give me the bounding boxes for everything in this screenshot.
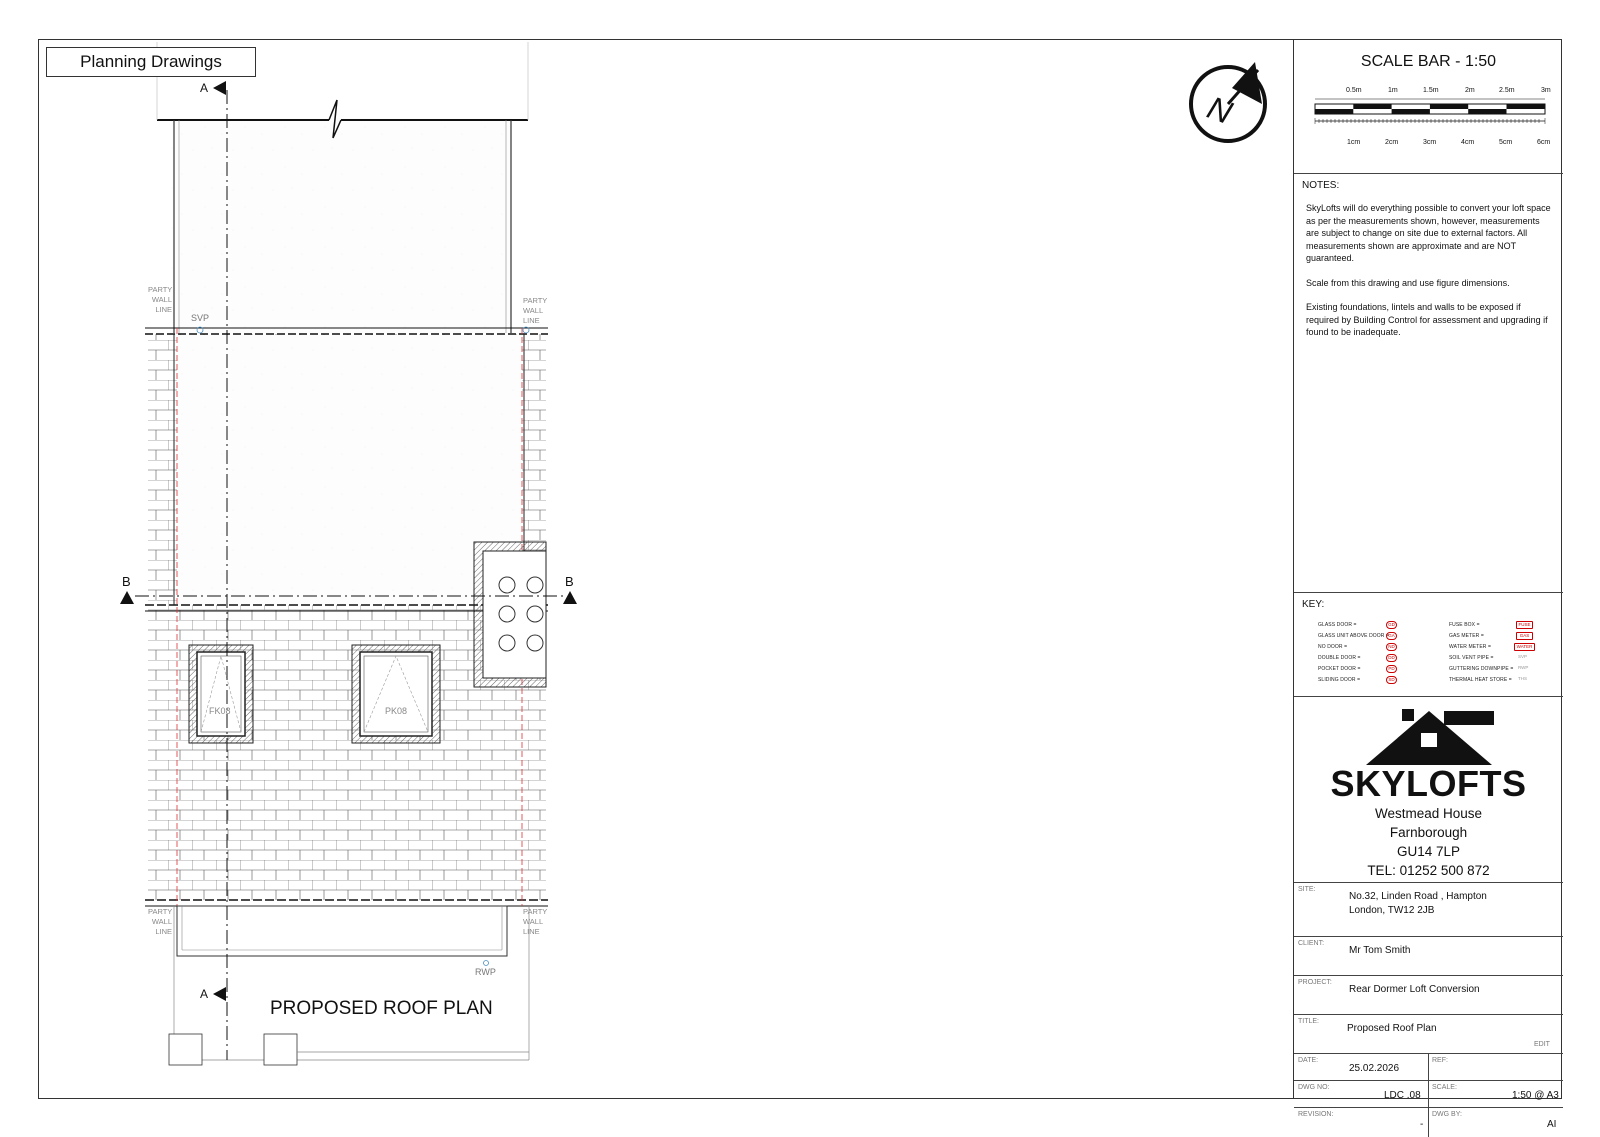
date-value: 25.02.2026 [1349, 1063, 1400, 1074]
ref-label: REF: [1432, 1057, 1448, 1064]
key-label: POCKET DOOR = [1318, 666, 1361, 672]
notes-heading: NOTES: [1302, 180, 1340, 191]
project-name: Rear Dormer Loft Conversion [1349, 984, 1480, 995]
section-a-arrow-bottom [213, 987, 226, 1001]
revision-panel [1294, 1108, 1563, 1137]
edit-label: EDIT [1534, 1041, 1550, 1048]
key-label: SOIL VENT PIPE = [1449, 655, 1494, 661]
party-wall-text: LINE [155, 305, 172, 314]
scale-tick: 5cm [1499, 139, 1513, 146]
key-symbol: RWP [1518, 665, 1529, 670]
key-symbol: FUSE [1516, 621, 1533, 629]
key-label: DOUBLE DOOR = [1318, 655, 1361, 661]
site-address-line-1: No.32, Linden Road , Hampton [1349, 891, 1487, 902]
section-b-label-right: B [565, 574, 574, 589]
key-symbol: DD [1386, 654, 1397, 662]
party-wall-text: WALL [151, 917, 172, 926]
title-label: TITLE: [1298, 1018, 1320, 1025]
drawing-title-value: Proposed Roof Plan [1347, 1023, 1437, 1034]
section-b-arrow-left [120, 591, 134, 604]
party-wall-text: WALL [523, 306, 544, 315]
key-label: GLASS DOOR = [1318, 622, 1357, 628]
party-wall-text: PARTY [148, 907, 173, 916]
project-panel [1294, 976, 1563, 1015]
key-label: WATER METER = [1449, 644, 1491, 650]
dwg-by-label: DWG BY: [1432, 1111, 1462, 1118]
party-wall-text: WALL [523, 917, 544, 926]
note-paragraph: Existing foundations, lintels and walls to be exposed if required by Building Control for assessment and upgrading if found to be inadequate. [1306, 302, 1548, 337]
party-wall-text: LINE [523, 316, 540, 325]
key-symbol: GAS [1516, 632, 1533, 640]
key-label: GLASS UNIT ABOVE DOOR = [1318, 633, 1389, 639]
note-paragraph: SkyLofts will do everything possible to convert your loft space as per the measurements shown, however, measurements are subject to change on site due to external factors. All measurements shown are approximate and are NOT guaranteed. [1306, 203, 1551, 263]
key-label: GUTTERING DOWNPIPE = [1449, 666, 1514, 672]
vertical-divider [1428, 1054, 1429, 1081]
rear-extension-roof [157, 42, 528, 333]
scale-tick: 2cm [1385, 139, 1399, 146]
party-wall-label-top-right [523, 296, 547, 326]
window-label-1: FK08 [209, 706, 231, 716]
key-label: NO DOOR = [1318, 644, 1348, 650]
revision-label: REVISION: [1298, 1111, 1334, 1118]
note-paragraph: Scale from this drawing and use figure dimensions. [1306, 277, 1510, 288]
party-wall-label-top-left [148, 285, 172, 315]
dwg-no-label: DWG NO: [1298, 1084, 1330, 1091]
company-panel [1294, 697, 1563, 883]
scale-tick: 1cm [1347, 139, 1361, 146]
scale-tick: 6cm [1537, 139, 1551, 146]
company-address-2: Farnborough [1389, 825, 1468, 840]
party-wall-label-bottom-right [523, 907, 547, 937]
site-panel [1294, 883, 1563, 937]
key-symbol: ND [1386, 643, 1397, 651]
party-wall-text: LINE [155, 927, 172, 936]
notes-body [1306, 202, 1554, 351]
dwg-scale-panel [1294, 1081, 1563, 1108]
section-a-label-bottom: A [200, 987, 209, 1001]
scale-tick: 2m [1465, 87, 1475, 94]
scale-tick: 0.5m [1346, 87, 1362, 94]
svp-label: SVP [191, 313, 210, 323]
key-symbol: PD [1386, 665, 1397, 673]
party-wall-label-bottom-left [148, 907, 172, 937]
key-symbol: SVP [1518, 654, 1528, 659]
party-wall-text: LINE [523, 927, 540, 936]
section-b-arrow-right [563, 591, 577, 604]
key-symbol: GA [1386, 632, 1397, 640]
key-symbol: GD [1386, 621, 1397, 629]
company-name: SKYLOFTS [1330, 763, 1527, 804]
dwg-by-value: AI [1547, 1119, 1557, 1130]
title-block [1293, 39, 1562, 1130]
notes-panel [1294, 174, 1563, 593]
vertical-divider [1428, 1081, 1429, 1108]
scale-tick: 1.5m [1423, 87, 1439, 94]
project-label: PROJECT: [1298, 979, 1332, 986]
drawing-title: PROPOSED ROOF PLAN [270, 998, 493, 1019]
key-symbol: WATER [1514, 643, 1535, 651]
key-symbol: THS [1518, 676, 1527, 681]
north-label: N [1202, 89, 1237, 131]
site-label: SITE: [1298, 886, 1316, 893]
rooflight-window-2 [352, 645, 440, 743]
planning-drawings-label: Planning Drawings [46, 47, 256, 77]
client-label: CLIENT: [1298, 940, 1325, 947]
scale-bar-title: SCALE BAR - 1:50 [1360, 53, 1497, 70]
eaves-gutter [169, 906, 529, 1065]
scale-tick: 2.5m [1499, 87, 1515, 94]
dwg-no-value: LDC .08 [1384, 1090, 1421, 1101]
scale-tick: 4cm [1461, 139, 1475, 146]
window-label-2: PK08 [385, 706, 408, 716]
company-address-1: Westmead House [1374, 806, 1483, 821]
chimney-stack [474, 542, 546, 687]
title-panel [1294, 1015, 1563, 1054]
rwp-label: RWP [475, 967, 496, 977]
scale-tick: 1m [1388, 87, 1398, 94]
key-label: SLIDING DOOR = [1318, 677, 1361, 683]
client-panel [1294, 937, 1563, 976]
scale-bar-panel [1294, 39, 1563, 174]
section-a-label-top: A [200, 81, 209, 95]
rooflight-window-1 [189, 645, 253, 743]
vertical-divider [1428, 1108, 1429, 1137]
key-label: THERMAL HEAT STORE = [1449, 677, 1512, 683]
company-postcode: GU14 7LP [1396, 844, 1461, 859]
key-heading: KEY: [1302, 599, 1325, 610]
scale-bar-graphic [1294, 87, 1563, 167]
key-label: FUSE BOX = [1449, 622, 1480, 628]
party-wall-text: WALL [151, 295, 172, 304]
party-wall-text: PARTY [148, 285, 173, 294]
section-b-label-left: B [122, 574, 131, 589]
key-panel [1294, 593, 1563, 697]
key-symbol: SD [1386, 676, 1397, 684]
date-label: DATE: [1298, 1057, 1319, 1064]
scale-label: SCALE: [1432, 1084, 1457, 1091]
party-wall-text: PARTY [523, 907, 548, 916]
date-ref-panel [1294, 1054, 1563, 1081]
revision-value: - [1420, 1119, 1424, 1130]
scale-tick: 3m [1541, 87, 1551, 94]
client-name: Mr Tom Smith [1349, 945, 1411, 956]
company-phone: TEL: 01252 500 872 [1367, 863, 1490, 878]
section-a-arrow-top [213, 81, 226, 95]
party-wall-text: PARTY [523, 296, 548, 305]
scale-value: 1:50 @ A3 [1512, 1090, 1559, 1101]
site-address-line-2: London, TW12 2JB [1349, 905, 1435, 916]
scale-tick: 3cm [1423, 139, 1437, 146]
key-label: GAS METER = [1449, 633, 1484, 639]
